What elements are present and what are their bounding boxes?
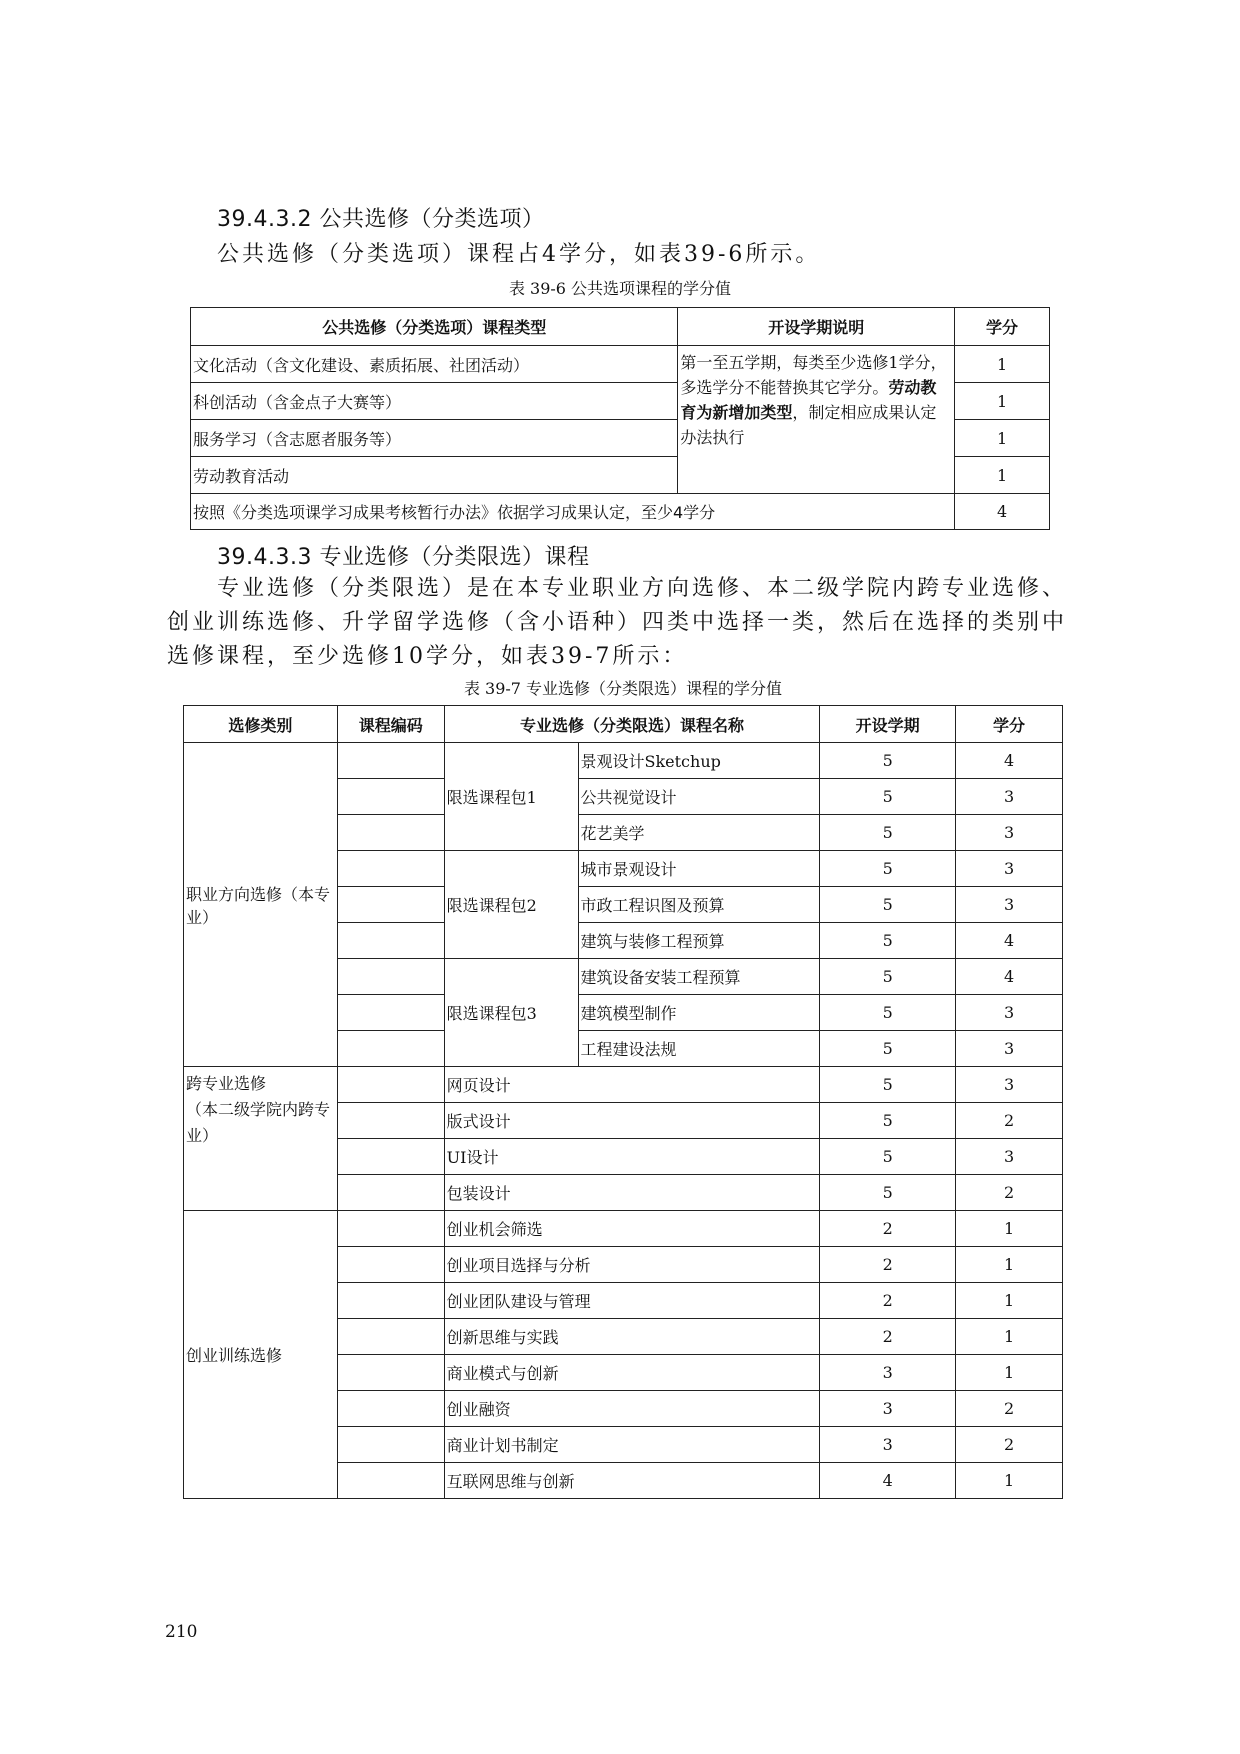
section-heading-public-elective: 39.4.3.2 公共选修（分类选项） (217, 207, 545, 232)
course-name-cell: 景观设计Sketchup (578, 743, 820, 779)
term-cell: 5 (820, 779, 956, 815)
term-cell: 5 (820, 887, 956, 923)
course-code-cell (337, 1283, 444, 1319)
category-cell-startup: 创业训练选修 (184, 1211, 338, 1499)
category-line: 跨专业选修 (186, 1074, 267, 1093)
header-course-code: 课程编码 (337, 706, 444, 743)
course-name-cell: 建筑设备安装工程预算 (578, 959, 820, 995)
term-cell: 4 (820, 1463, 956, 1499)
credit-cell: 3 (956, 851, 1063, 887)
term-cell: 5 (820, 1139, 956, 1175)
header-course-name: 专业选修（分类限选）课程名称 (444, 706, 820, 743)
table-caption-39-7: 表 39-7 专业选修（分类限选）课程的学分值 (463, 679, 783, 698)
section-heading-major-elective: 39.4.3.3 专业选修（分类限选）课程 (217, 545, 590, 570)
category-cell-cross-major (184, 1067, 338, 1211)
course-name-cell: 版式设计 (444, 1103, 820, 1139)
course-name-cell: 创业融资 (444, 1391, 820, 1427)
credit-cell: 4 (956, 743, 1063, 779)
credit-cell: 1 (956, 1247, 1063, 1283)
term-cell: 5 (820, 959, 956, 995)
credit-cell: 3 (956, 1139, 1063, 1175)
term-cell: 5 (820, 815, 956, 851)
course-code-cell (337, 743, 444, 779)
course-name-cell: 工程建设法规 (578, 1031, 820, 1067)
term-cell: 5 (820, 851, 956, 887)
course-code-cell (337, 1211, 444, 1247)
table-cell: 1 (955, 383, 1050, 420)
table-cell: 劳动教育活动 (191, 457, 678, 494)
term-cell: 5 (820, 995, 956, 1031)
credit-cell: 3 (956, 815, 1063, 851)
term-cell: 3 (820, 1391, 956, 1427)
header-term: 开设学期 (820, 706, 956, 743)
credit-cell: 2 (956, 1103, 1063, 1139)
term-cell: 2 (820, 1283, 956, 1319)
term-note-text: 第一至五学期，每类至少选修1学分，多选学分不能替换其它学分。 (680, 353, 947, 397)
term-cell: 5 (820, 1103, 956, 1139)
term-note-text-2: ，制定相应成果认定办法执行 (680, 403, 937, 447)
term-cell: 2 (820, 1211, 956, 1247)
credit-cell: 2 (956, 1175, 1063, 1211)
credit-cell: 4 (956, 923, 1063, 959)
course-code-cell (337, 923, 444, 959)
course-code-cell (337, 1067, 444, 1103)
course-code-cell (337, 815, 444, 851)
course-name-cell: 建筑模型制作 (578, 995, 820, 1031)
course-code-cell (337, 779, 444, 815)
credit-cell: 1 (956, 1463, 1063, 1499)
credit-cell: 3 (956, 779, 1063, 815)
credit-cell: 3 (956, 1067, 1063, 1103)
credit-cell: 3 (956, 995, 1063, 1031)
header-credit: 学分 (955, 308, 1050, 346)
course-code-cell (337, 1391, 444, 1427)
credit-cell: 2 (956, 1427, 1063, 1463)
package-cell: 限选课程包2 (444, 851, 578, 959)
term-cell: 5 (820, 1175, 956, 1211)
course-code-cell (337, 1031, 444, 1067)
course-name-cell: 创业项目选择与分析 (444, 1247, 820, 1283)
course-code-cell (337, 1103, 444, 1139)
course-name-cell: 商业模式与创新 (444, 1355, 820, 1391)
category-line: （本二级学院内跨专业） (186, 1100, 331, 1145)
package-cell: 限选课程包3 (444, 959, 578, 1067)
term-cell: 5 (820, 923, 956, 959)
course-name-cell: 创新思维与实践 (444, 1319, 820, 1355)
term-cell: 3 (820, 1355, 956, 1391)
section-paragraph-public-elective: 公共选修（分类选项）课程占4学分，如表39-6所示。 (217, 242, 821, 267)
term-cell: 2 (820, 1247, 956, 1283)
course-code-cell (337, 959, 444, 995)
credit-cell: 4 (956, 959, 1063, 995)
course-code-cell (337, 887, 444, 923)
term-cell: 5 (820, 1067, 956, 1103)
term-cell: 2 (820, 1319, 956, 1355)
course-code-cell (337, 851, 444, 887)
table-39-6 (190, 307, 1050, 530)
term-note-bold: 劳动教育为新增加类型 (680, 378, 937, 422)
credit-cell: 2 (956, 1391, 1063, 1427)
course-name-cell: 网页设计 (444, 1067, 820, 1103)
table-caption-39-6: 表 39-6 公共选项课程的学分值 (508, 279, 732, 298)
table-cell: 1 (955, 346, 1050, 383)
credit-cell: 3 (956, 1031, 1063, 1067)
course-code-cell (337, 1319, 444, 1355)
course-name-cell: 建筑与装修工程预算 (578, 923, 820, 959)
credit-cell: 1 (956, 1211, 1063, 1247)
course-name-cell: 创业机会筛选 (444, 1211, 820, 1247)
course-code-cell (337, 1247, 444, 1283)
package-cell: 限选课程包1 (444, 743, 578, 851)
course-name-cell: UI设计 (444, 1139, 820, 1175)
course-name-cell: 包装设计 (444, 1175, 820, 1211)
course-code-cell (337, 1175, 444, 1211)
course-code-cell (337, 1463, 444, 1499)
course-name-cell: 城市景观设计 (578, 851, 820, 887)
course-code-cell (337, 995, 444, 1031)
course-name-cell: 互联网思维与创新 (444, 1463, 820, 1499)
table-cell: 文化活动（含文化建设、素质拓展、社团活动） (191, 346, 678, 383)
header-term-note: 开设学期说明 (678, 308, 955, 346)
credit-cell: 1 (956, 1283, 1063, 1319)
header-category: 选修类别 (184, 706, 338, 743)
section-paragraph-major-elective: 专业选修（分类限选）是在本专业职业方向选修、本二级学院内跨专业选修、创业训练选修、升学留学选修（含小语种）四类中选择一类，然后在选择的类别中选修课程，至少选修10学分，如表39-7所示： (167, 576, 1068, 669)
table-cell: 服务学习（含志愿者服务等） (191, 420, 678, 457)
header-credit: 学分 (956, 706, 1063, 743)
term-cell: 5 (820, 743, 956, 779)
credit-cell: 3 (956, 887, 1063, 923)
course-name-cell: 商业计划书制定 (444, 1427, 820, 1463)
table-cell: 科创活动（含金点子大赛等） (191, 383, 678, 420)
table-cell: 1 (955, 457, 1050, 494)
table-cell: 1 (955, 420, 1050, 457)
term-note-cell (678, 346, 955, 494)
page-number: 210 (165, 1622, 198, 1642)
credit-cell: 1 (956, 1319, 1063, 1355)
category-cell-career: 职业方向选修（本专业） (184, 743, 338, 1067)
course-code-cell (337, 1355, 444, 1391)
table-cell: 4 (955, 494, 1050, 530)
course-name-cell: 公共视觉设计 (578, 779, 820, 815)
course-name-cell: 花艺美学 (578, 815, 820, 851)
credit-cell: 1 (956, 1355, 1063, 1391)
course-code-cell (337, 1427, 444, 1463)
course-code-cell (337, 1139, 444, 1175)
term-cell: 3 (820, 1427, 956, 1463)
header-course-type: 公共选修（分类选项）课程类型 (191, 308, 678, 346)
table-cell: 按照《分类选项课学习成果考核暂行办法》依据学习成果认定，至少4学分 (191, 494, 955, 530)
course-name-cell: 创业团队建设与管理 (444, 1283, 820, 1319)
table-39-7 (183, 705, 1063, 1499)
term-cell: 5 (820, 1031, 956, 1067)
course-name-cell: 市政工程识图及预算 (578, 887, 820, 923)
